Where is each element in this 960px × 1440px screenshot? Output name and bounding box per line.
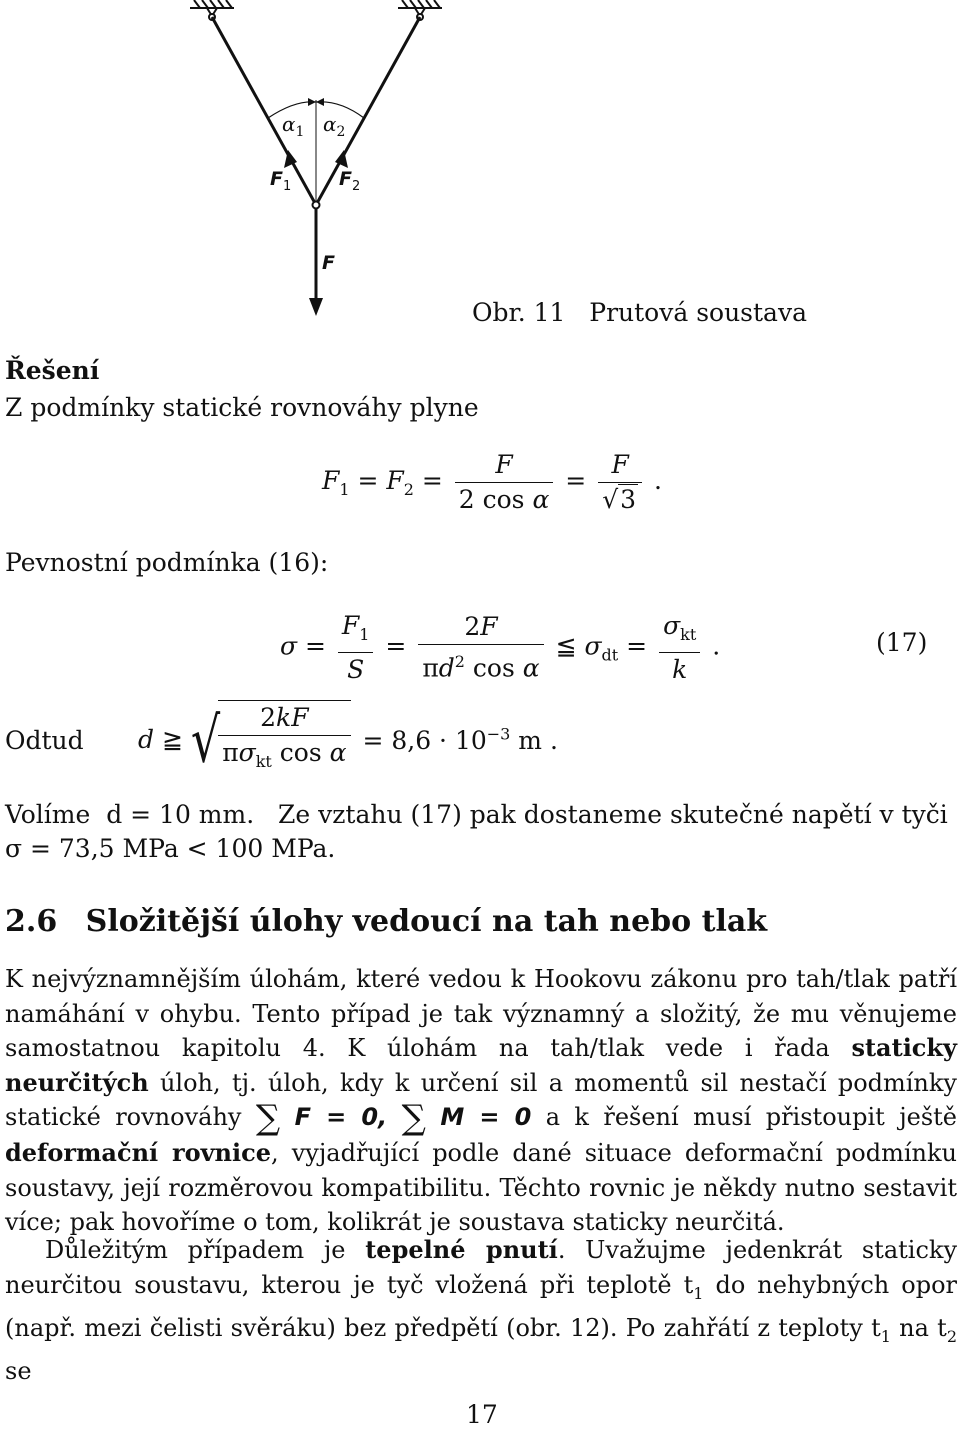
equation-forces: $F_1 = F_2$ = $\frac{F}{\text{2 cos α}}$ = $\frac{F}{√3}$ . — [322, 450, 662, 514]
section-title: Složitější úlohy vedoucí na tah nebo tlak — [85, 904, 768, 939]
load-arrowhead — [309, 298, 323, 316]
F2-label: $F_2$ — [339, 168, 361, 194]
F1-label: $F_1$ — [270, 168, 292, 194]
bar-1 — [212, 17, 316, 205]
solution-heading: Řešení — [5, 356, 100, 385]
strength-label: Pevnostní podmínka (16): — [5, 548, 329, 577]
paragraph-2: Důležitým případem je tepelné pnutí. Uvažujme jedenkrát staticky neurčitou soustavu, kterou je tyč vložená při teplotě $t_1$ do nehybných opor (např. mezi čelisti svěráku) bez předpětí (obr. 12). Po zahřátí z teploty $t_1$ na $t_2$ se — [5, 1235, 958, 1386]
page-number: 17 — [466, 1400, 498, 1429]
paragraph-1: K nejvýznamnějším úlohám, které vedou k Hookovu zákonu pro tah/tlak patří namáhání v ohybu. Tento případ je tak významný a složitý, že mu věnujeme samostatnou kapitolu 4. K úlohám na tah/tlak vede i řada staticky neurčitých úloh, tj. úloh, kdy k určení sil a momentů sil nestačí podmínky statické rovnováhy ∑ F = 0, ∑ M = 0 a k řešení musí přistoupit ještě deformační rovnice, vyjadřující podle dané situace deformační podmínku soustavy, její rozměrovou kompatibilitu. Těchto rovnic je někdy nutno sestavit více; pak hovoříme o tom, kolikrát je soustava staticky neurčitá. — [5, 965, 958, 1237]
bar-2 — [316, 17, 420, 205]
choose-line-2: σ = 73,5 MPa < 100 MPa. — [5, 834, 336, 863]
alpha2-label: $\alpha_2$ — [323, 112, 346, 140]
choose-line-1: Volíme d = 10 mm. Ze vztahu (17) pak dostaneme skutečné napětí v tyči — [5, 800, 948, 829]
alpha1-label: $\alpha_1$ — [282, 112, 305, 140]
figure-caption: Obr. 11 Prutová soustava — [472, 298, 807, 327]
equation-17: σ = $\frac{F_1}{S}$ = $\frac{2F}{\pi d^2 \cos \alpha}$ ≦ $\sigma_{dt}$ = $\frac{\sigma_{kt}}{k}$ . — [280, 611, 721, 684]
solution-intro: Z podmínky statické rovnováhy plyne — [5, 393, 479, 422]
section-heading — [5, 904, 767, 939]
hence-label: Odtud — [5, 726, 84, 755]
F-label: F — [322, 252, 335, 274]
truss-figure — [0, 0, 960, 330]
equation-17-number: (17) — [876, 628, 928, 657]
section-number: 2.6 — [5, 904, 58, 939]
equation-diameter: d ≧ √ $\frac{2kF}{\pi\sigma_{kt} \cos \alpha}$ = $8,6 \cdot 10^{-3}$ m . — [138, 700, 558, 779]
